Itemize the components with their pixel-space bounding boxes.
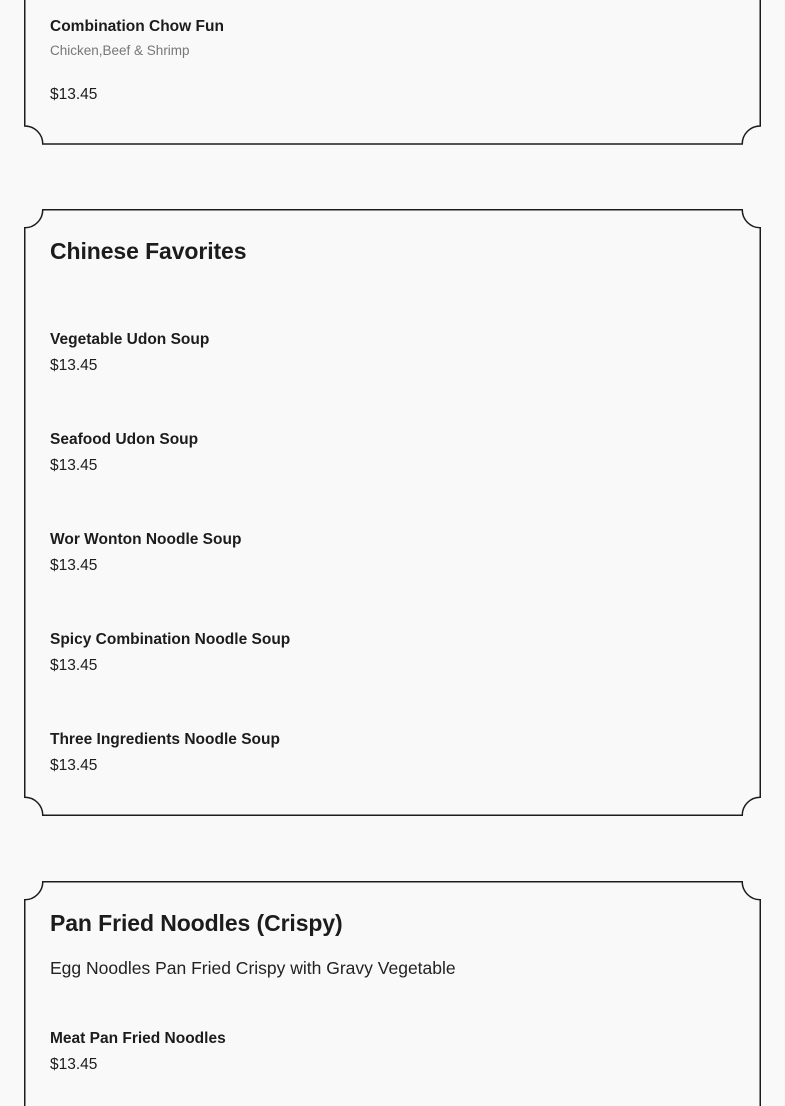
menu-item-price: $13.45 xyxy=(50,86,98,103)
menu-item-name: Wor Wonton Noodle Soup xyxy=(50,531,242,548)
menu-item-price: $13.45 xyxy=(50,657,98,674)
menu-item-price: $13.45 xyxy=(50,1056,98,1073)
menu-item[interactable] xyxy=(50,330,735,390)
menu-section-card-chinese-favorites xyxy=(24,209,761,818)
menu-item-name: Seafood Udon Soup xyxy=(50,431,199,448)
menu-item-price: $13.45 xyxy=(50,457,98,474)
menu-item-name: Vegetable Udon Soup xyxy=(50,331,210,348)
menu-item[interactable] xyxy=(50,530,735,590)
menu-section-card-chow-fun xyxy=(24,0,761,146)
menu-item-name: Spicy Combination Noodle Soup xyxy=(50,631,291,648)
menu-item[interactable] xyxy=(50,430,735,490)
menu-item-description: Chicken,Beef & Shrimp xyxy=(50,43,190,58)
menu-item-price: $13.45 xyxy=(50,557,98,574)
menu-item[interactable] xyxy=(50,730,735,790)
menu-item-name: Meat Pan Fried Noodles xyxy=(50,1030,226,1047)
menu-item-price: $13.45 xyxy=(50,757,98,774)
card-frame xyxy=(24,209,761,818)
menu-item-name: Three Ingredients Noodle Soup xyxy=(50,731,280,748)
menu-item-price: $13.45 xyxy=(50,357,98,374)
menu-item[interactable] xyxy=(50,630,735,690)
section-description: Egg Noodles Pan Fried Crispy with Gravy Vegetable xyxy=(50,958,456,978)
section-title: Pan Fried Noodles (Crispy) xyxy=(50,910,343,936)
menu-item-name: Combination Chow Fun xyxy=(50,18,224,35)
menu-item[interactable] xyxy=(50,17,735,117)
section-title: Chinese Favorites xyxy=(50,238,247,264)
menu-section-card-pan-fried-noodles xyxy=(24,881,761,1106)
menu-item[interactable] xyxy=(50,1029,735,1089)
